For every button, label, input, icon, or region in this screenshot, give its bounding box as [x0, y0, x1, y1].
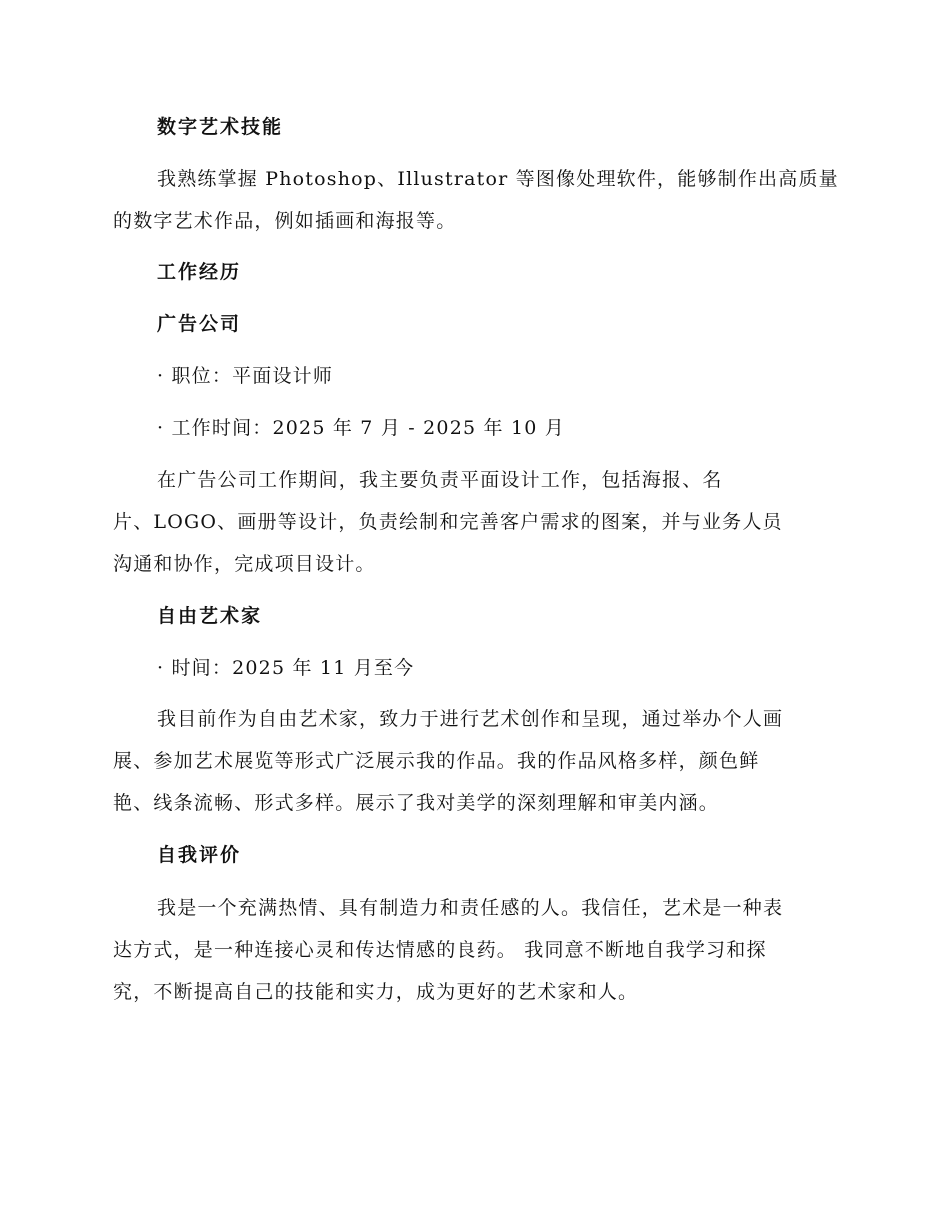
heading-work-experience: 工作经历	[157, 261, 242, 283]
paragraph-line: 究，不断提高自己的技能和实力，成为更好的艺术家和人。	[113, 981, 639, 1003]
heading-self-evaluation: 自我评价	[157, 844, 242, 866]
paragraph-line: 达方式，是一种连接心灵和传达情感的良药。 我同意不断地自我学习和探	[113, 939, 767, 961]
paragraph-line: 我是一个充满热情、具有制造力和责任感的人。我信任，艺术是一种表	[157, 897, 784, 919]
paragraph-line: 我熟练掌握 Photoshop、Illustrator 等图像处理软件，能够制作出高质量	[157, 168, 839, 190]
paragraph-line: 片、LOGO、画册等设计，负责绘制和完善客户需求的图案，并与业务人员	[113, 511, 783, 533]
paragraph-line: 的数字艺术作品，例如插画和海报等。	[113, 210, 457, 232]
bullet-work-period: · 工作时间：2025 年 7 月 - 2025 年 10 月	[157, 417, 565, 439]
paragraph-line: 沟通和协作，完成项目设计。	[113, 553, 376, 575]
heading-freelance: 自由艺术家	[157, 605, 263, 627]
paragraph-line: 展、参加艺术展览等形式广泛展示我的作品。我的作品风格多样，颜色鲜	[113, 750, 760, 772]
bullet-freelance-period: · 时间：2025 年 11 月至今	[157, 657, 415, 679]
heading-digital-skills: 数字艺术技能	[157, 116, 284, 138]
paragraph-line: 我目前作为自由艺术家，致力于进行艺术创作和呈现，通过举办个人画	[157, 708, 784, 730]
heading-ad-company: 广告公司	[157, 313, 242, 335]
bullet-position: · 职位：平面设计师	[157, 365, 334, 387]
paragraph-line: 在广告公司工作期间，我主要负责平面设计工作，包括海报、名	[157, 469, 723, 491]
paragraph-line: 艳、线条流畅、形式多样。展示了我对美学的深刻理解和审美内涵。	[113, 792, 720, 814]
